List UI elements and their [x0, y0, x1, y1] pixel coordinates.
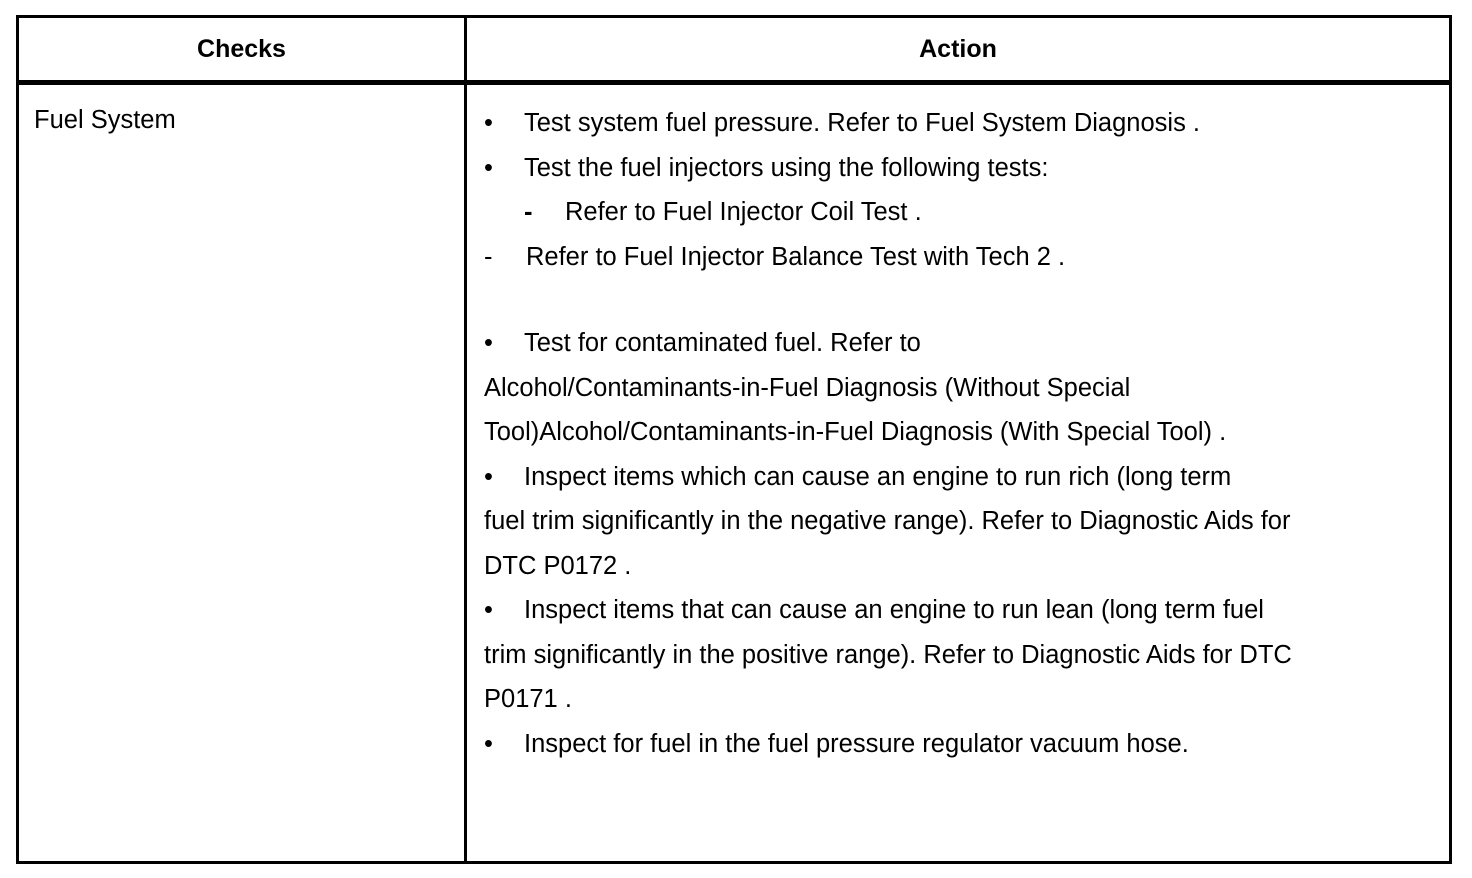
action-line — [484, 321, 1374, 366]
action-text: Test the fuel injectors using the following tests: — [524, 153, 1049, 182]
action-line — [484, 235, 1374, 280]
action-text: Test for contaminated fuel. Refer to — [524, 329, 921, 357]
action-line — [484, 722, 1374, 767]
bullet-marker: • — [484, 109, 493, 137]
blank-line — [484, 279, 1374, 321]
dash-marker: - — [484, 242, 493, 271]
header-action: Action — [919, 34, 997, 63]
action-line — [484, 146, 1374, 191]
action-line — [484, 101, 1374, 146]
action-text: Inspect items which can cause an engine to run rich (long term — [524, 462, 1232, 491]
action-subline — [484, 190, 1374, 235]
action-line: DTC P0172 . — [484, 551, 632, 580]
action-text: Refer to Fuel Injector Coil Test . — [565, 198, 922, 226]
action-text: Test system fuel pressure. Refer to Fuel System Diagnosis . — [524, 109, 1200, 137]
bullet-marker: • — [484, 462, 493, 491]
bullet-marker: • — [484, 329, 493, 357]
bullet-marker: • — [484, 153, 493, 182]
action-text: Inspect for fuel in the fuel pressure regulator vacuum hose. — [524, 729, 1189, 758]
action-line: Tool)Alcohol/Contaminants-in-Fuel Diagnosis (With Special Tool) . — [484, 418, 1227, 446]
action-line: P0171 . — [484, 685, 572, 713]
column-divider — [464, 15, 467, 864]
action-line: Alcohol/Contaminants-in-Fuel Diagnosis (Without Special — [484, 373, 1131, 402]
header-checks: Checks — [197, 34, 286, 63]
dash-marker: - — [524, 198, 533, 226]
action-line — [484, 588, 1374, 633]
action-line: fuel trim significantly in the negative range). Refer to Diagnostic Aids for — [484, 507, 1291, 535]
action-line: trim significantly in the positive range). Refer to Diagnostic Aids for DTC — [484, 640, 1292, 669]
check-fuel-system: Fuel System — [34, 106, 176, 134]
bullet-marker: • — [484, 729, 493, 758]
action-text: Inspect items that can cause an engine to run lean (long term fuel — [524, 596, 1264, 624]
action-cell — [484, 101, 1374, 766]
action-line — [484, 455, 1374, 500]
bullet-marker: • — [484, 596, 493, 624]
action-text: Refer to Fuel Injector Balance Test with Tech 2 . — [526, 242, 1066, 271]
header-rule — [16, 80, 1452, 85]
